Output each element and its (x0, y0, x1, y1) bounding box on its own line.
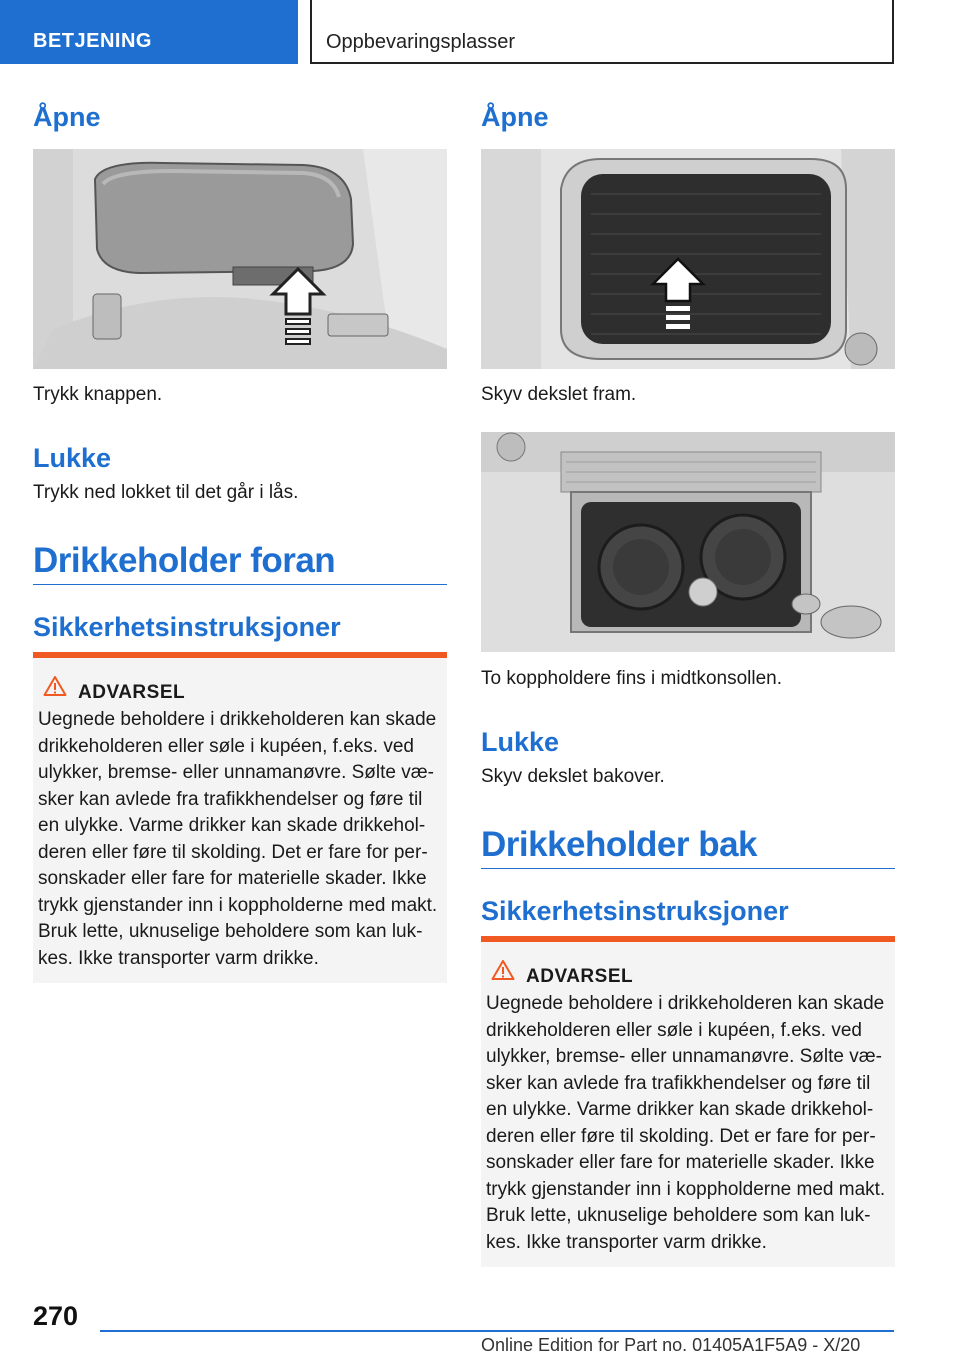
footer-edition: Online Edition for Part no. 01405A1F5A9 - X/20 (481, 1335, 861, 1355)
right-warning-title: ADVARSEL (526, 966, 634, 987)
header-chapter-box (310, 0, 894, 64)
left-open-heading: Åpne (33, 102, 101, 132)
right-warning-box (481, 936, 895, 1267)
right-section-rule (481, 868, 895, 869)
right-section-title: Drikkeholder bak (481, 825, 757, 864)
left-warning-box (33, 652, 447, 983)
armrest-illustration (33, 149, 447, 369)
page-number: 270 (33, 1301, 79, 1331)
footer-rule (100, 1330, 894, 1332)
left-safety-heading: Sikkerhetsinstruksjoner (33, 612, 341, 642)
warning-triangle-icon (491, 959, 515, 981)
header-section-tab (0, 0, 298, 64)
left-warning-text: Uegnede beholdere i drikkeholderen kan skade drikkeholderen eller søle i kupéen, f.eks. ved ulykker, bremse- eller unnamanøvre. Sølte væ-sker kan avlede fra trafikkhendelser og føre til en ulykke. Varme drikker kan skade drikkehol-deren eller føre til skolding. Det er fare for per-sonskader eller fare for materielle skader. Ikke trykk gjenstander inn i koppholderne med makt. Bruk lette, uknuselige beholdere som kan luk-kes. Ikke transporter varm drikke. (38, 709, 438, 969)
right-safety-heading: Sikkerhetsinstruksjoner (481, 896, 789, 926)
right-warning-text: Uegnede beholdere i drikkeholderen kan skade drikkeholderen eller søle i kupéen, f.eks. ved ulykker, bremse- eller unnamanøvre. Sølte væ-sker kan avlede fra trafikkhendelser og føre til en ulykke. Varme drikker kan skade drikkehol-deren eller føre til skolding. Det er fare for per-sonskader eller fare for materielle skader. Ikke trykk gjenstander inn i koppholderne med makt. Bruk lette, uknuselige beholdere som kan luk-kes. Ikke transporter varm drikke. (486, 993, 886, 1253)
header-section-label: BETJENING (33, 30, 152, 52)
right-warning-bar (481, 936, 895, 942)
left-section-rule (33, 584, 447, 585)
warning-triangle-icon (43, 675, 67, 697)
left-warning-title: ADVARSEL (78, 682, 186, 703)
left-close-text: Trykk ned lokket til det går i lås. (33, 482, 299, 503)
right-close-heading: Lukke (481, 727, 560, 757)
left-section-title: Drikkeholder foran (33, 541, 336, 580)
right-open-caption: Skyv dekslet fram. (481, 384, 637, 405)
left-warning-bar (33, 652, 447, 658)
cupholder-illustration (481, 432, 895, 652)
left-close-heading: Lukke (33, 443, 112, 473)
header-chapter-label: Oppbevaringsplasser (326, 31, 515, 53)
right-cup-caption: To koppholdere fins i midtkonsollen. (481, 668, 783, 689)
left-open-caption: Trykk knappen. (33, 384, 163, 405)
right-open-heading: Åpne (481, 102, 549, 132)
right-close-text: Skyv dekslet bakover. (481, 766, 665, 787)
cover-illustration (481, 149, 895, 369)
